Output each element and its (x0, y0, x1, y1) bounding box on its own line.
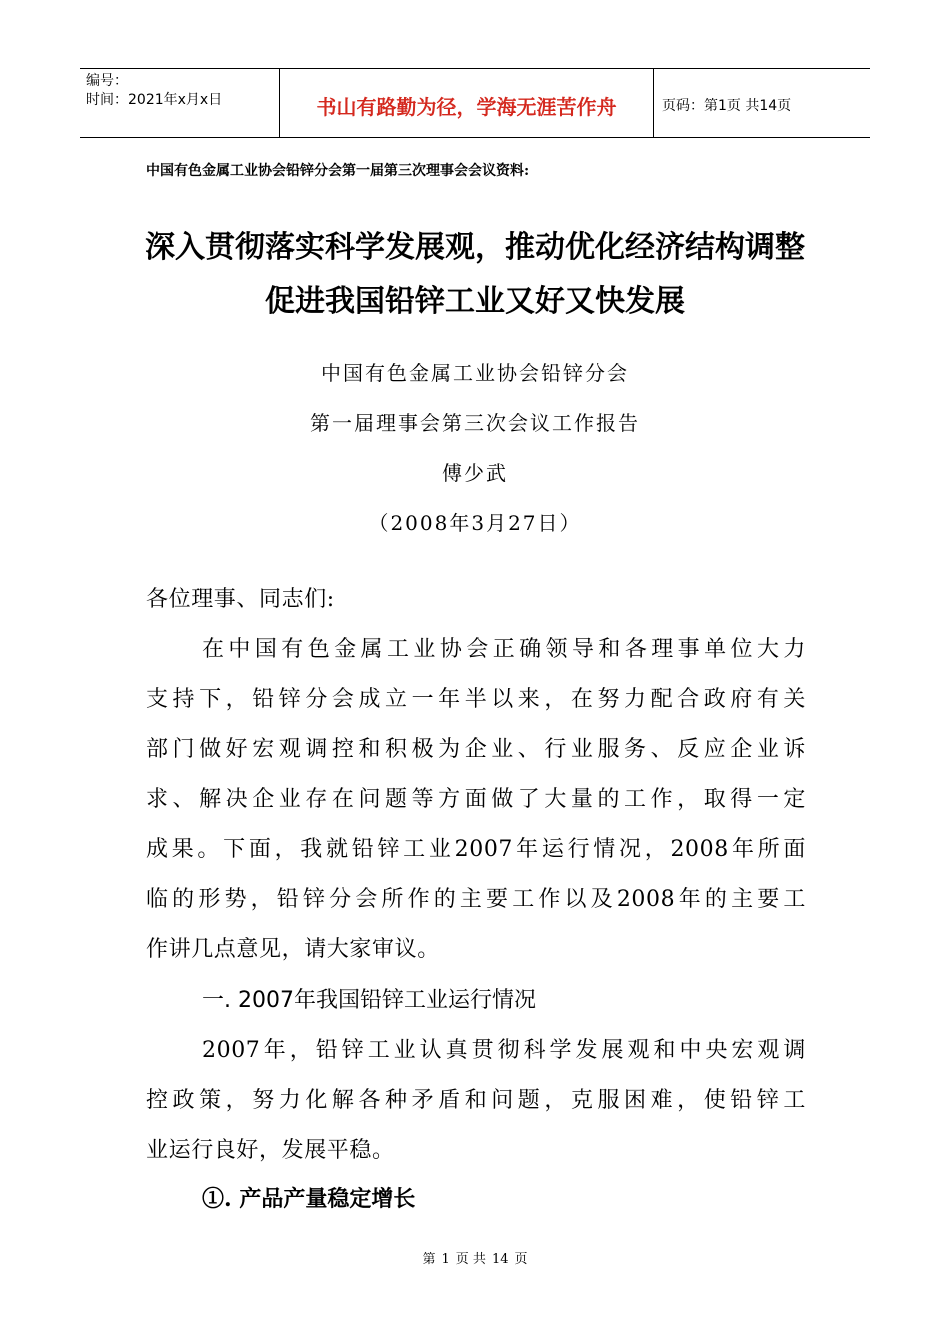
para1-line: 作讲几点意见，请大家审议。 (146, 937, 440, 962)
pre-title: 中国有色金属工业协会铅锌分会第一届第三次理事会会议资料: (146, 163, 530, 179)
para1-line: 在中国有色金属工业协会正确领导和各理事单位大力 (202, 637, 806, 662)
para1-line: 求、解决企业存在问题等方面做了大量的工作，取得一定 (146, 787, 806, 812)
report-name: 第一届理事会第三次会议工作报告 (310, 411, 640, 435)
subsection-heading: ①. 产品产量稳定增长 (202, 1186, 416, 1212)
header-meta (80, 69, 280, 137)
title-line-1: 深入贯彻落实科学发展观，推动优化经济结构调整 (145, 230, 805, 265)
footer-total: 14 (491, 1252, 509, 1267)
para2-line: 业运行良好，发展平稳。 (146, 1138, 395, 1163)
header-page-info: 页码：第1页 共14页 (662, 98, 792, 114)
header-table (80, 68, 870, 138)
number-label: 编号： (86, 73, 128, 89)
para2-line: 控政策，努力化解各种矛盾和问题，克服困难，使铅锌工 (146, 1088, 806, 1113)
section-heading: 一. 2007年我国铅锌工业运行情况 (202, 988, 536, 1013)
para1-line: 临的形势，铅锌分会所作的主要工作以及2008年的主要工 (146, 887, 806, 912)
author-name: 傅少武 (442, 461, 508, 485)
title-line-2: 促进我国铅锌工业又好又快发展 (265, 284, 685, 319)
para1-line: 部门做好宏观调控和积极为企业、行业服务、反应企业诉 (146, 737, 806, 762)
footer-page: 1 (441, 1252, 450, 1267)
para2-line: 2007年，铅锌工业认真贯彻科学发展观和中央宏观调 (202, 1038, 806, 1063)
org-name: 中国有色金属工业协会铅锌分会 (321, 361, 629, 385)
salutation: 各位理事、同志们: (146, 587, 335, 612)
report-date: （2008年3月27日） (368, 511, 582, 535)
para1-line: 成果。下面，我就铅锌工业2007年运行情况，2008年所面 (146, 837, 806, 862)
header-motto: 书山有路勤为径，学海无涯苦作舟 (280, 69, 654, 137)
footer-middle: 页 共 (455, 1252, 486, 1267)
para1-line: 支持下，铅锌分会成立一年半以来，在努力配合政府有关 (146, 687, 806, 712)
date-label: 时间：2021年x月x日 (86, 92, 223, 108)
page-footer (0, 1248, 950, 1267)
footer-prefix: 第 (422, 1252, 436, 1267)
footer-suffix: 页 (514, 1252, 528, 1267)
